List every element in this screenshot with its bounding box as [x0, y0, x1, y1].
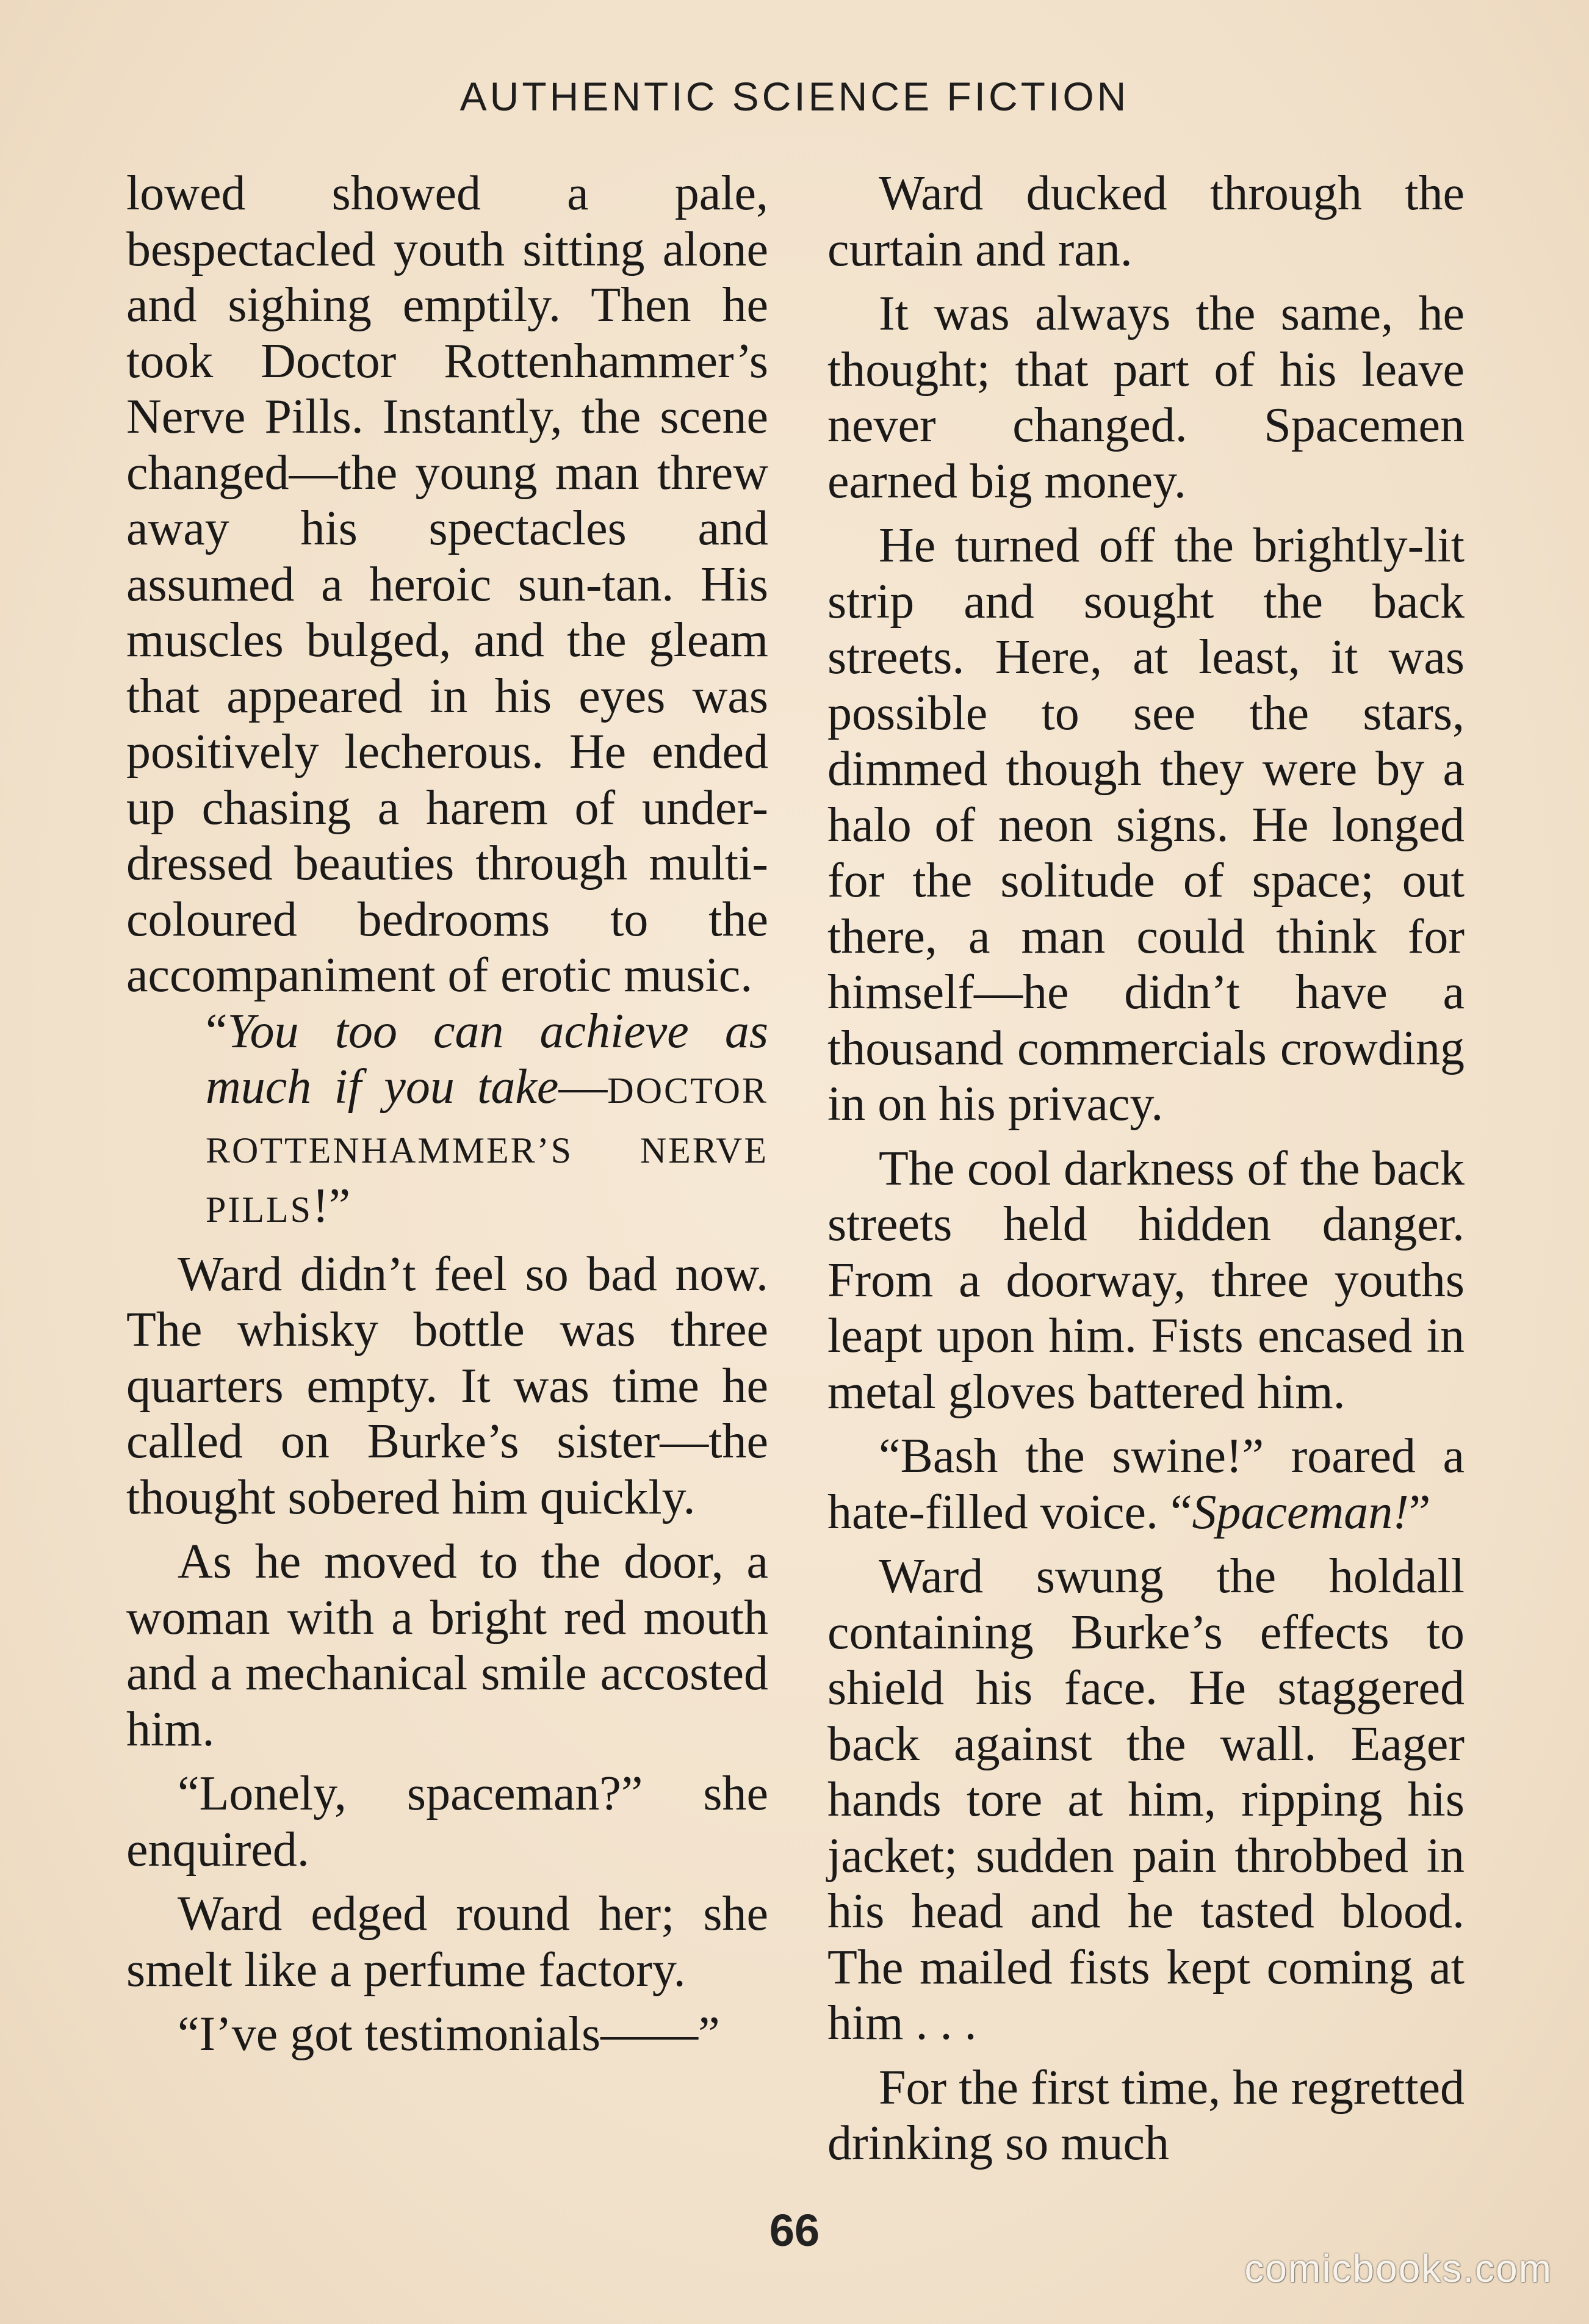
- page-number: 66: [769, 2205, 820, 2256]
- paragraph: Ward didn’t feel so bad now. The whisky bottle was three quarters empty. It was time he called on Burke’s sister—the thought sobered him quickly.: [126, 1247, 768, 1525]
- paragraph: For the first time, he regretted drinking so much: [827, 2060, 1465, 2170]
- left-column: [126, 166, 768, 2063]
- advertisement-quote: “You too can achieve as much if you take—DOCTOR ROTTENHAMMER’S NERVE PILLS!”: [206, 1004, 768, 1233]
- paragraph: “Lonely, spaceman?” she enquired.: [126, 1767, 768, 1877]
- paragraph: Ward swung the holdall containing Burke’s effects to shield his face. He staggered back against the wall. Eager hands tore at him, ripping his jacket; sudden pain throbbed in his head and he tasted blood. The mailed fists kept coming at him . . .: [827, 1550, 1465, 2050]
- paragraph: lowed showed a pale, bespectacled youth sitting alone and sighing emptily. Then he took Doctor Rottenhammer’s Nerve Pills. Instantly, the scene changed—the young man threw away his spectacles and assumed a heroic sun-tan. His muscles bulged, and the gleam that appeared in his eyes was positively lecherous. He ended up chasing a harem of under-dressed beauties through multi-coloured bedrooms to the accompaniment of erotic music.: [126, 167, 768, 1002]
- paragraph: Ward ducked through the curtain and ran.: [827, 167, 1465, 276]
- paragraph: As he moved to the door, a woman with a bright red mouth and a mechanical smile accosted him.: [126, 1535, 768, 1756]
- paragraph: It was always the same, he thought; that part of his leave never changed. Spacemen earned big money.: [827, 287, 1465, 508]
- paragraph: Ward edged round her; she smelt like a perfume factory.: [126, 1887, 768, 1997]
- paragraph: He turned off the brightly-lit strip and sought the back streets. Here, at least, it was possible to see the stars, dimmed though they were by a halo of neon signs. He longed for the solitude of space; out there, a man could think for himself—he didn’t have a thousand commercials crowding in on his privacy.: [827, 519, 1465, 1131]
- right-column: [827, 166, 1465, 2172]
- paragraph: “Bash the swine!” roared a hate-filled voice. “Spaceman!”: [827, 1429, 1465, 1539]
- paragraph: The cool darkness of the back streets held hidden danger. From a doorway, three youths leapt upon him. Fists encased in metal gloves battered him.: [827, 1141, 1465, 1419]
- paragraph: “I’ve got testimonials——”: [178, 2007, 720, 2061]
- running-head: AUTHENTIC SCIENCE FICTION: [459, 74, 1130, 119]
- watermark-logo: comicbooks.com: [1244, 2246, 1552, 2290]
